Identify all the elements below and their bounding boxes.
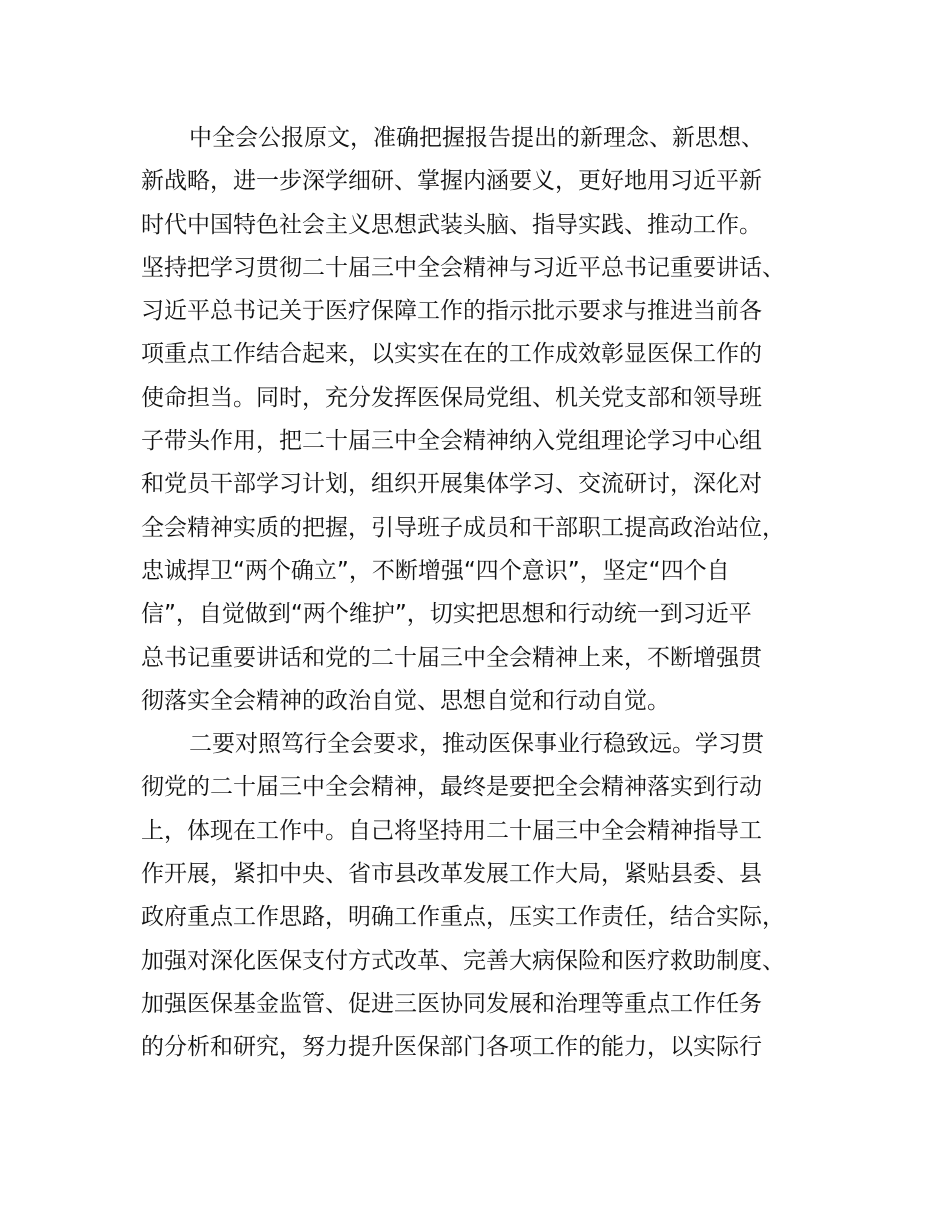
text-line: 子带头作用，把二十届三中全会精神纳入党组理论学习中心组 [141,428,762,455]
text-line: 忠诚捍卫“两个确立”，不断增强“四个意识”，坚定“四个自 [141,557,730,584]
text-line: 新战略，进一步深学细研、掌握内涵要义，更好地用习近平新 [141,168,762,195]
text-line: 上，体现在工作中。自己将坚持用二十届三中全会精神指导工 [141,817,762,844]
text-line: 彻党的二十届三中全会精神，最终是要把全会精神落实到行动 [141,774,762,801]
text-line: 项重点工作结合起来，以实实在在的工作成效彰显医保工作的 [141,341,762,368]
text-line: 信”，自觉做到“两个维护”，切实把思想和行动统一到习近平 [141,601,752,628]
text-line: 中全会公报原文，准确把握报告提出的新理念、新思想、 [189,125,764,151]
text-line: 和党员干部学习计划，组织开展集体学习、交流研讨，深化对 [141,471,762,498]
body-text [141,117,841,1070]
text-line: 的分析和研究，努力提升医保部门各项工作的能力，以实际行 [141,1034,762,1061]
text-line: 彻落实全会精神的政治自觉、思想自觉和行动自觉。 [141,687,670,714]
text-line: 加强医保基金监管、促进三医协同发展和治理等重点工作任务 [141,990,762,1017]
text-line: 加强对深化医保支付方式改革、完善大病保险和医疗救助制度、 [141,947,785,974]
text-line: 习近平总书记关于医疗保障工作的指示批示要求与推进当前各 [141,298,762,325]
text-line: 作开展，紧扣中央、省市县改革发展工作大局，紧贴县委、县 [141,861,762,888]
text-line: 使命担当。同时，充分发挥医保局党组、机关党支部和领导班 [141,384,762,411]
text-line: 二要对照笃行全会要求，推动医保事业行稳致远。学习贯 [189,731,764,758]
text-line: 政府重点工作思路，明确工作重点，压实工作责任，结合实际， [141,904,785,931]
text-line: 时代中国特色社会主义思想武装头脑、指导实践、推动工作。 [141,211,762,238]
text-line: 全会精神实质的把握，引导班子成员和干部职工提高政治站位， [141,514,785,541]
text-line: 总书记重要讲话和党的二十届三中全会精神上来，不断增强贯 [141,644,762,671]
text-line: 坚持把学习贯彻二十届三中全会精神与习近平总书记重要讲话、 [141,254,785,281]
